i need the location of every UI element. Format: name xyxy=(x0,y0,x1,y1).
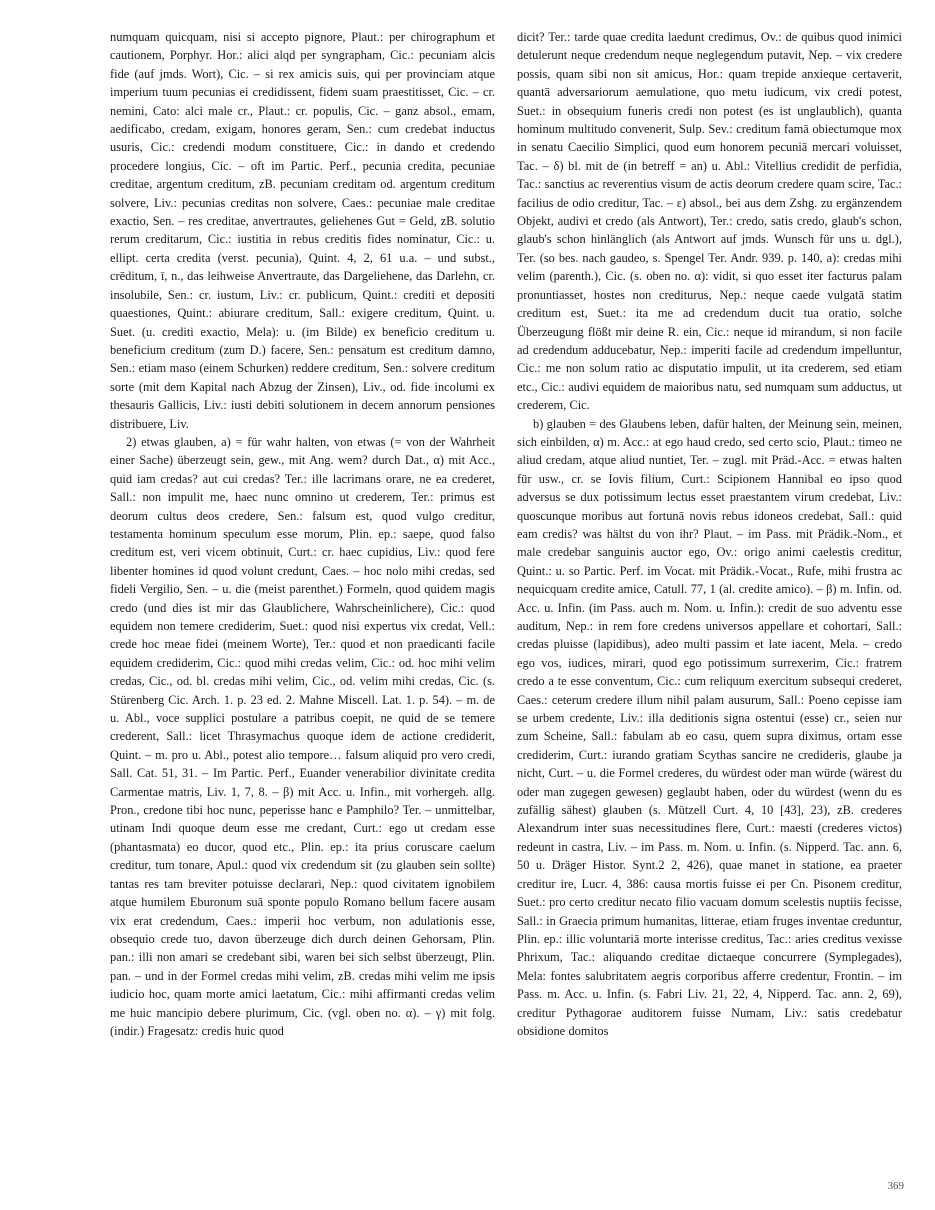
page-number: 369 xyxy=(887,1180,904,1192)
entry-paragraph: b) glauben = des Glaubens leben, dafür halten, der Meinung sein, meinen, sich einbilden, α) m. Acc.: at ego haud credo, sed certo scio, Plaut.: timeo ne aliud credam, atque aliud nuntiet, Ter. – zugl. mit Präd.-Acc. = etwas halten für usw., cr. se Iovis filium, Curt.: Scipionem Hannibal eo ipso quod adversus se dux potissimum lectus esset praestantem virum credebat, Liv.: quoscunque moribus aut fortunā novis rebus idoneos credebat, Sall.: quid eam credis? was hältst du von ihr? Plaut. – im Pass. mit Prädik.-Nom., et male credebar sanguinis auctor ego, Ov.: origo animi caelestis creditur, Quint.: u. so Partic. Perf. im Vocat. mit Prädik.-Vocat., Rufe, mihi frustra ac nequicquam credite amice, Catull. 77, 1 (al. credite amico). – β) m. Infin. od. Acc. u. Infin. (im Pass. auch m. Nom. u. Infin.): credit de suo adventu esse auditum, Nep.: in rem fore credens universos appellare et cohortari, Sall.: credas pluisse (lapidibus), adeo multi passim et late iacent, Mela. – credo ego vos, iudices, mirari, quod ego potissimum surrexerim, Cic.: fratrem credo a te esse conventum, Cic.: cum reliquum exercitum subsequi crederet, Caes.: ceterum credere illum nihil palam ausurum, Sall.: Poeno cepisse iam se urbem credente, Liv.: illa deditionis signa ostentui (esse) cr., seien nur zum Scheine, Sall.: fabulam ab eo casu, quem supra diximus, ortam esse crediderim, Curt.: iurando gratiam Scythas sancire ne credideris, glaube ja nicht, Curt. – u. die Formel crederes, du würdest oder man würde (wärest du oder man zugegen gewesen) geglaubt haben, oder du würdest (wenn du es zufällig sähest) glauben (s. Mützell Curt. 4, 10 [43], 23), zB. crederes Alexandrum inter suas necessitudines flere, Curt.: maesti (crederes victos) redeunt in castra, Liv. – im Pass. m. Nom. u. Infin. (s. Nipperd. Tac. ann. 6, 50 u. Dräger Histor. Synt.2 2, 426), quae manet in statione, ea praeter creditur ire, Lucr. 4, 386: causa mortis fuisse ei per Cn. Pisonem creditur, Suet.: pro certo creditur necato filio vacuam domum scelestis nuptiis fecisse, Sall.: in Graecia primum humanitas, litterae, etiam fruges inventae creduntur, Plin. ep.: illic voluntariā morte interisse creditus, Tac.: aries creditus vexisse Phrixum, Tac.: aliquando creditae dictaeque concurrere (Symplegades), Mela: fontes salubritatem aegris corporibus afferre credentur, Frontin. – im Pass. m. Acc. u. Infin. (s. Fabri Liv. 21, 22, 4, Nipperd. Tac. ann. 2, 69), creditur Pythagorae auditorem fuisse Numam, Liv.: satis credebatur obsidione domitos xyxy=(517,416,902,1038)
entry-paragraph: dicit? Ter.: tarde quae credita laedunt credimus, Ov.: de quibus quod inimici detulerunt neque credendum neque neglegendum putavit, Nep. – vix credere possis, quam sibi non sit amicus, Hor.: quam trepide anxieque certaverit, quantā adversariorum aemulatione, quo metu iudicum, vix credi potest, Suet.: in obsequium funeris credi non potest (es ist unglaublich), quanta hominum multitudo convenerit, Sulp. Sev.: creditum famā obiectumque mox in senatu Caecilio Simplici, quod eum honorem pecuniā mercari voluisset, Tac. – δ) bl. mit de (in betreff = an) u. Abl.: Vitellius credidit de perfidia, Tac.: sanctius ac reverentius visum de actis deorum credere quam scire, Tac.: facilius de odio creditur, Tac. – ε) absol., bei aus dem Zshg. zu ergänzendem Objekt, audivi et credo (als Antwort), Ter.: credo, satis credo, glaub's schon, glaub's schon hinlänglich (als Antwort auf jmds. Wunsch für uns u. dgl.), Ter. (so bes. nach gaudeo, s. Spengel Ter. Andr. 939. p. 140, a): credas mihi velim (parenth.), Cic. (s. oben no. α): vidit, si quo esset iter facturus palam pronuntiasset, hostes non crediturus, Nep.: neque caede vulgatā statim creditum est, Suet.: ita me ad credendum ducit tua oratio, solche Überzeugung flößt mir deine R. ein, Cic.: neque id mirandum, si non facile ad credendum adducebatur, Nep.: imperiti facile ad credendum impelluntur, Cic.: me non solum ratio ac disputatio impulit, ut ita crederem, sed etiam etc., Cic.: audivi equidem de maioribus natu, sed numquam sum adductus, ut crederem, Cic. xyxy=(517,30,902,413)
entry-paragraph: 2) etwas glauben, a) = für wahr halten, von etwas (= von der Wahrheit einer Sache) überzeugt sein, gew., mit Ang. wem? durch Dat., α) mit Acc., quid iam credas? aut cui credas? Ter.: ille lacrimans orare, ne ea crederet, Sall.: non impulit me, haec nunc omnino ut crederem, Ter.: primus est deorum cultus deos credere, Sen.: falsum est, quod vulgo creditur, testamenta hominum speculum esse morum, Plin. ep.: saepe, quod falso creditum est, veri vicem obtinuit, Curt.: cr. haec cupidius, Liv.: quod fere libenter homines id quod volunt credunt, Caes. – hoc nolo mihi credas, sed fideli Vergilio, Sen. – u. die (meist parenthet.) Formeln, quod quidem magis credo (und dies ist mir das Glaublichere, Wahrscheinlichere), Cic.: quod equidem non temere crediderim, Suet.: quod nisi expertus vix credat, Vell.: crede hoc meae fidei (meinem Worte), Ter.: quod et non praedicanti facile equidem crediderim, Cic.: quod mihi credas velim, Cic.: od. hoc mihi velim credas, Cic., od. bl. credas mihi velim, Cic., od. velim mihi credas, Cic. (s. Stürenberg Cic. Arch. 1. p. 23 ed. 2. Mahne Miscell. Lat. 1. p. 54). – m. de u. Abl., voce supplici postulare a patribus coepit, ne quid de se temere crederent, Sall.: licet Thrasymachus quoque idem de actione crediderit, Quint. – m. pro u. Abl., potest alio tempore… falsum aliquid pro vero credi, Sall. Cat. 51, 31. – Im Partic. Perf., Euander venerabilior divinitate credita Carmentae matris, Liv. 1, 7, 8. – β) mit Acc. u. Infin., mit vorhergeh. allg. Pron., credone tibi hoc nunc, peperisse hanc e Pamphilo? Ter. – unmittelbar, utinam Indi quoque deum esse me credant, Curt.: ego ut credam esse (phantasmata) eo ducor, quod etc., Plin. ep.: ita prius coruscare caelum creditur, tum tonare, Apul.: quod vix credendum sit (zu glauben sein sollte) tantas res tam breviter potuisse declarari, Nep.: quod civitatem ignobilem atque humilem Eburonum suā sponte populo Romano bellum facere ausam vix erat credendum, Caes.: imperii hoc verbum, non adulationis esse, obsequio crede tuo, davon überzeuge dich durch deinen Gehorsam, Plin. pan.: illi non amari se credebant sibi, waren bei sich selbst überzeugt, Plin. pan. – und in der Formel credas mihi velim, zB. credas mihi velim me ipsis iudicio hoc, quam morte amici laetatum, Cic.: mihi affirmanti credas velim me huic mancipio debere plurimum, Cic. (vgl. oben no. α). – γ) mit folg. (indir.) Fragesatz: credis huic quod xyxy=(110,434,495,1038)
right-column xyxy=(517,28,902,1040)
left-column xyxy=(110,28,495,1040)
entry-paragraph: numquam quicquam, nisi si accepto pignore, Plaut.: per chirographum et cautionem, Porphyr. Hor.: alici alqd per syngrapham, Cic.: pecuniam alcis fide (auf jmds. Wort), Cic. – si rex amicis suis, qui per provinciam atque imperium tuum pecunias ei credidissent, fidem suam praestitisset, Cic. – cr. nemini, Cato: alci male cr., Plaut.: cr. populis, Cic. – ganz absol., emam, aedificabo, credam, exigam, honores geram, Sen.: cum credebat inductus usuris, Cic.: credendi modum constituere, Cic.: in dando et credendo procedere longius, Cic. – oft im Partic. Perf., pecunia credita, pecuniae creditae, argentum creditum, zB. pecuniam creditam od. argentum creditum solvere, Liv.: pecunias creditas non solvere, Caes.: pecuniae male creditae exactio, Sen. – res creditae, anvertrautes, geliehenes Gut = Geld, zB. solutio rerum creditarum, Cic.: iustitia in rebus creditis fides nominatur, Cic.: u. ellipt. certa credita (verst. pecunia), Quint. 4, 2, 61 u.a. – und subst., crēditum, ī, n., das leihweise Anvertraute, das Dargeliehene, das Darlehn, cr. insolubile, Sen.: cr. iustum, Liv.: cr. publicum, Quint.: crediti et depositi quaestiones, Quint.: abiurare creditum, Sall.: exigere creditum, Quint. u. Suet. (u. crediti exactio, Mela): u. (im Bilde) ex beneficio creditum u. beneficium creditum (zum D.) facere, Sen.: pensatum est creditum damno, Sen.: etiam maso (einem Schurken) reddere creditum, Sen.: solvere creditum sorte (mit dem Kapital nach Abzug der Zinsen), Liv., od. fide incolumi ex thesauris Gallicis, Liv.: iusti debiti solutionem in decem annorum pensiones distribuere, Liv. xyxy=(110,30,495,431)
